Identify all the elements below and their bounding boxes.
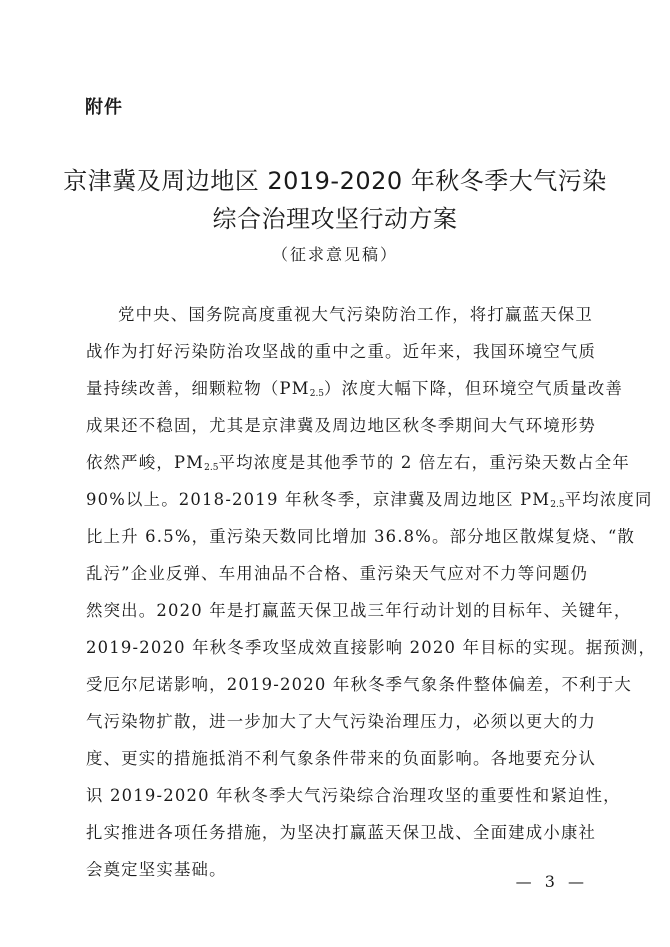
document-title-line-1: 京津冀及周边地区 2019-2020 年秋冬季大气污染 [63, 167, 607, 195]
page-number: — 3 — [515, 872, 588, 891]
paragraph-line-1: 党中央、国务院高度重视大气污染防治工作，将打赢蓝天保卫 [118, 305, 593, 324]
paragraph-line-2: 战作为打好污染防治攻坚战的重中之重。近年来，我国环境空气质 [86, 342, 597, 361]
pm25-subscript: 2.5 [309, 389, 325, 399]
paragraph-line-5 [86, 451, 630, 480]
paragraph-line-6 [86, 488, 653, 517]
paragraph-line-8: 乱污”企业反弹、车用油品不合格、重污染天气应对不力等问题仍 [86, 564, 589, 583]
draft-subtitle: （征求意见稿） [271, 245, 398, 264]
paragraph-line-6-part-a: 90%以上。2018-2019 年秋冬季，京津冀及周边地区 PM [86, 490, 551, 509]
paragraph-line-4: 成果还不稳固，尤其是京津冀及周边地区秋冬季期间大气环境形势 [86, 416, 597, 435]
paragraph-line-10: 2019-2020 年秋冬季攻坚成效直接影响 2020 年目标的实现。据预测， [86, 638, 657, 657]
paragraph-line-15: 扎实推进各项任务措施，为坚决打赢蓝天保卫战、全面建成小康社 [86, 823, 597, 842]
paragraph-line-5-part-a: 依然严峻，PM [86, 453, 205, 472]
paragraph-line-3-part-b: ）浓度大幅下降，但环境空气质量改善 [324, 379, 624, 398]
document-title-line-2: 综合治理攻坚行动方案 [212, 205, 458, 233]
paragraph-line-14: 识 2019-2020 年秋冬季大气污染综合治理攻坚的重要性和紧迫性， [86, 786, 621, 805]
paragraph-line-6-part-b: 平均浓度同 [564, 490, 653, 509]
attachment-label: 附件 [85, 97, 123, 118]
pm25-subscript: 2.5 [204, 463, 219, 473]
paragraph-line-3 [86, 377, 624, 406]
paragraph-line-16: 会奠定坚实基础。 [86, 860, 227, 879]
paragraph-line-5-part-b: 平均浓度是其他季节的 2 倍左右，重污染天数占全年 [218, 453, 630, 472]
paragraph-line-7: 比上升 6.5%，重污染天数同比增加 36.8%。部分地区散煤复烧、“散 [86, 527, 636, 546]
paragraph-line-9: 然突出。2020 年是打赢蓝天保卫战三年行动计划的目标年、关键年， [86, 601, 632, 620]
pm25-subscript: 2.5 [550, 500, 565, 510]
paragraph-line-3-part-a: 量持续改善，细颗粒物（PM [86, 379, 310, 398]
paragraph-line-12: 气污染物扩散，进一步加大了大气污染治理压力，必须以更大的力 [86, 712, 597, 731]
paragraph-line-11: 受厄尔尼诺影响，2019-2020 年秋冬季气象条件整体偏差，不利于大 [86, 675, 632, 694]
paragraph-line-13: 度、更实的措施抵消不利气象条件带来的负面影响。各地要充分认 [86, 749, 597, 768]
